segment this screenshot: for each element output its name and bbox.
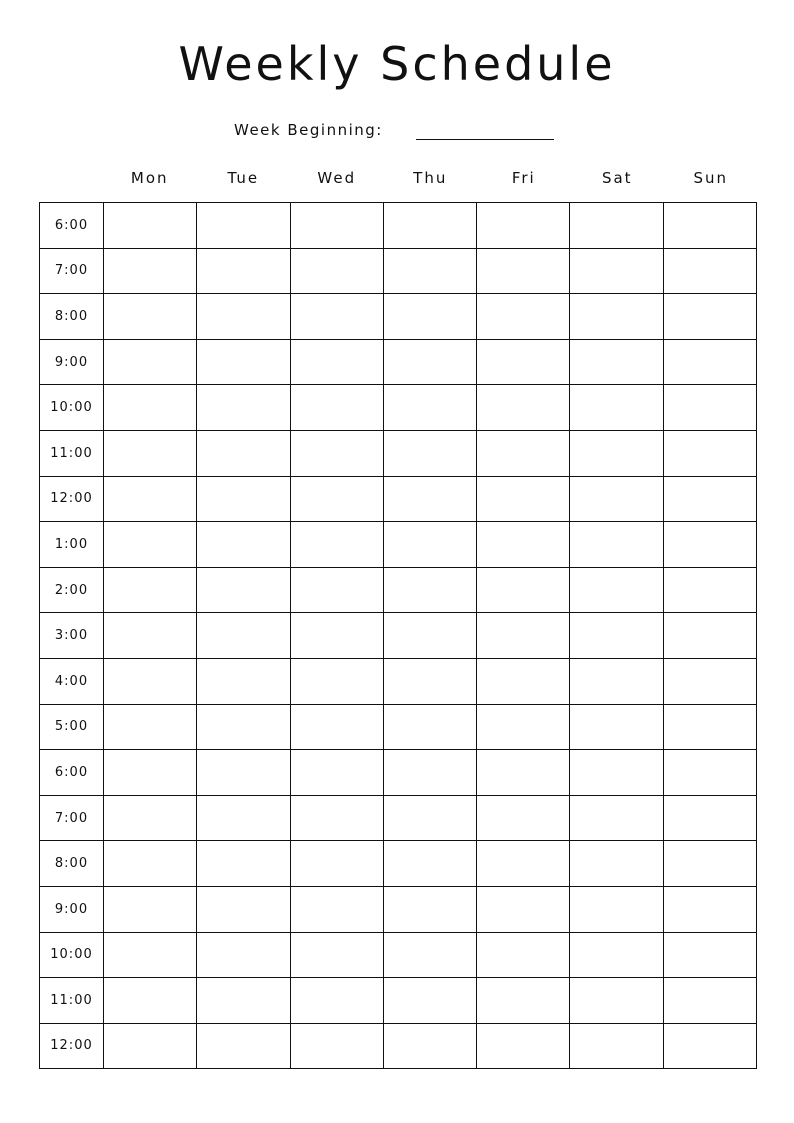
- schedule-cell-mon[interactable]: [104, 704, 197, 750]
- schedule-cell-wed[interactable]: [290, 658, 383, 704]
- schedule-cell-thu[interactable]: [383, 385, 476, 431]
- schedule-cell-sun[interactable]: [663, 795, 756, 841]
- schedule-cell-mon[interactable]: [104, 886, 197, 932]
- schedule-cell-fri[interactable]: [477, 1023, 570, 1069]
- schedule-cell-wed[interactable]: [290, 613, 383, 659]
- schedule-cell-sun[interactable]: [663, 294, 756, 340]
- schedule-row: [40, 886, 757, 932]
- schedule-cell-tue[interactable]: [197, 704, 290, 750]
- schedule-cell-tue[interactable]: [197, 476, 290, 522]
- schedule-cell-fri[interactable]: [477, 476, 570, 522]
- schedule-row: [40, 385, 757, 431]
- time-label: 11:00: [40, 978, 104, 1024]
- schedule-cell-fri[interactable]: [477, 750, 570, 796]
- schedule-cell-sun[interactable]: [663, 1023, 756, 1069]
- schedule-cell-fri[interactable]: [477, 248, 570, 294]
- schedule-cell-wed[interactable]: [290, 294, 383, 340]
- day-header-wed: Wed: [317, 169, 357, 187]
- time-label: 9:00: [40, 339, 104, 385]
- schedule-cell-sat[interactable]: [570, 476, 663, 522]
- week-beginning-label: Week Beginning:: [234, 121, 383, 139]
- schedule-cell-sun[interactable]: [663, 658, 756, 704]
- schedule-cell-wed[interactable]: [290, 795, 383, 841]
- day-header-sun: Sun: [693, 169, 729, 187]
- schedule-row: [40, 978, 757, 1024]
- schedule-cell-thu[interactable]: [383, 1023, 476, 1069]
- schedule-cell-sun[interactable]: [663, 613, 756, 659]
- schedule-row: [40, 613, 757, 659]
- schedule-cell-thu[interactable]: [383, 658, 476, 704]
- schedule-cell-sun[interactable]: [663, 567, 756, 613]
- schedule-cell-mon[interactable]: [104, 476, 197, 522]
- schedule-cell-fri[interactable]: [477, 978, 570, 1024]
- schedule-cell-tue[interactable]: [197, 294, 290, 340]
- schedule-cell-sat[interactable]: [570, 704, 663, 750]
- schedule-cell-wed[interactable]: [290, 203, 383, 249]
- schedule-cell-sat[interactable]: [570, 385, 663, 431]
- day-header-mon: Mon: [130, 169, 169, 187]
- schedule-row: [40, 476, 757, 522]
- day-header-thu: Thu: [413, 169, 448, 187]
- schedule-cell-tue[interactable]: [197, 886, 290, 932]
- schedule-row: [40, 248, 757, 294]
- schedule-cell-wed[interactable]: [290, 841, 383, 887]
- time-label: 9:00: [40, 886, 104, 932]
- schedule-cell-mon[interactable]: [104, 1023, 197, 1069]
- schedule-cell-thu[interactable]: [383, 339, 476, 385]
- schedule-row: [40, 1023, 757, 1069]
- schedule-cell-mon[interactable]: [104, 339, 197, 385]
- schedule-cell-wed[interactable]: [290, 385, 383, 431]
- schedule-row: [40, 750, 757, 796]
- schedule-cell-sat[interactable]: [570, 932, 663, 978]
- schedule-cell-sat[interactable]: [570, 430, 663, 476]
- day-header-sat: Sat: [601, 169, 633, 187]
- schedule-cell-sat[interactable]: [570, 750, 663, 796]
- schedule-cell-sun[interactable]: [663, 978, 756, 1024]
- schedule-cell-tue[interactable]: [197, 795, 290, 841]
- schedule-cell-sat[interactable]: [570, 248, 663, 294]
- schedule-cell-wed[interactable]: [290, 248, 383, 294]
- schedule-cell-thu[interactable]: [383, 522, 476, 568]
- day-header-row: [103, 168, 758, 190]
- time-label: 6:00: [40, 750, 104, 796]
- schedule-row: [40, 932, 757, 978]
- time-label: 4:00: [40, 658, 104, 704]
- schedule-cell-mon[interactable]: [104, 841, 197, 887]
- schedule-cell-fri[interactable]: [477, 932, 570, 978]
- schedule-cell-fri[interactable]: [477, 704, 570, 750]
- schedule-row: [40, 795, 757, 841]
- schedule-cell-fri[interactable]: [477, 522, 570, 568]
- schedule-cell-wed[interactable]: [290, 886, 383, 932]
- schedule-cell-mon[interactable]: [104, 795, 197, 841]
- schedule-cell-wed[interactable]: [290, 1023, 383, 1069]
- schedule-cell-mon[interactable]: [104, 522, 197, 568]
- schedule-cell-thu[interactable]: [383, 750, 476, 796]
- schedule-cell-thu[interactable]: [383, 476, 476, 522]
- schedule-cell-sat[interactable]: [570, 658, 663, 704]
- schedule-cell-thu[interactable]: [383, 613, 476, 659]
- schedule-cell-mon[interactable]: [104, 248, 197, 294]
- schedule-cell-mon[interactable]: [104, 294, 197, 340]
- page-title: Weekly Schedule: [178, 37, 616, 91]
- schedule-cell-mon[interactable]: [104, 430, 197, 476]
- time-label: 8:00: [40, 841, 104, 887]
- schedule-cell-thu[interactable]: [383, 430, 476, 476]
- schedule-cell-sun[interactable]: [663, 704, 756, 750]
- schedule-cell-mon[interactable]: [104, 613, 197, 659]
- schedule-cell-sat[interactable]: [570, 522, 663, 568]
- schedule-cell-fri[interactable]: [477, 430, 570, 476]
- schedule-cell-sun[interactable]: [663, 476, 756, 522]
- schedule-cell-wed[interactable]: [290, 750, 383, 796]
- schedule-cell-sun[interactable]: [663, 522, 756, 568]
- week-beginning-field[interactable]: [416, 139, 554, 140]
- time-label: 1:00: [40, 522, 104, 568]
- schedule-cell-sun[interactable]: [663, 430, 756, 476]
- schedule-cell-thu[interactable]: [383, 886, 476, 932]
- schedule-cell-tue[interactable]: [197, 841, 290, 887]
- schedule-cell-fri[interactable]: [477, 294, 570, 340]
- schedule-cell-thu[interactable]: [383, 841, 476, 887]
- schedule-row: [40, 567, 757, 613]
- time-label: 8:00: [40, 294, 104, 340]
- schedule-row: [40, 841, 757, 887]
- schedule-cell-sun[interactable]: [663, 750, 756, 796]
- schedule-cell-fri[interactable]: [477, 385, 570, 431]
- schedule-cell-sat[interactable]: [570, 841, 663, 887]
- schedule-cell-mon[interactable]: [104, 750, 197, 796]
- schedule-cell-sat[interactable]: [570, 1023, 663, 1069]
- schedule-grid: [39, 202, 757, 1069]
- schedule-cell-tue[interactable]: [197, 613, 290, 659]
- schedule-cell-tue[interactable]: [197, 203, 290, 249]
- schedule-cell-tue[interactable]: [197, 932, 290, 978]
- schedule-row: [40, 339, 757, 385]
- schedule-cell-fri[interactable]: [477, 339, 570, 385]
- schedule-cell-tue[interactable]: [197, 567, 290, 613]
- schedule-cell-thu[interactable]: [383, 978, 476, 1024]
- schedule-cell-mon[interactable]: [104, 978, 197, 1024]
- time-label: 5:00: [40, 704, 104, 750]
- schedule-cell-thu[interactable]: [383, 294, 476, 340]
- schedule-cell-mon[interactable]: [104, 932, 197, 978]
- schedule-cell-fri[interactable]: [477, 613, 570, 659]
- schedule-cell-thu[interactable]: [383, 795, 476, 841]
- schedule-cell-wed[interactable]: [290, 476, 383, 522]
- schedule-cell-sat[interactable]: [570, 613, 663, 659]
- schedule-cell-tue[interactable]: [197, 658, 290, 704]
- schedule-cell-wed[interactable]: [290, 339, 383, 385]
- schedule-cell-tue[interactable]: [197, 430, 290, 476]
- schedule-cell-fri[interactable]: [477, 886, 570, 932]
- week-beginning-row: [0, 120, 794, 144]
- schedule-cell-sat[interactable]: [570, 567, 663, 613]
- schedule-cell-thu[interactable]: [383, 704, 476, 750]
- schedule-cell-fri[interactable]: [477, 795, 570, 841]
- schedule-cell-sun[interactable]: [663, 385, 756, 431]
- schedule-cell-tue[interactable]: [197, 1023, 290, 1069]
- schedule-cell-sun[interactable]: [663, 886, 756, 932]
- schedule-cell-wed[interactable]: [290, 522, 383, 568]
- schedule-cell-tue[interactable]: [197, 385, 290, 431]
- schedule-cell-sat[interactable]: [570, 339, 663, 385]
- schedule-cell-mon[interactable]: [104, 203, 197, 249]
- time-label: 3:00: [40, 613, 104, 659]
- day-header-fri: Fri: [511, 169, 536, 187]
- schedule-cell-sat[interactable]: [570, 886, 663, 932]
- schedule-row: [40, 294, 757, 340]
- schedule-cell-sun[interactable]: [663, 203, 756, 249]
- schedule-cell-fri[interactable]: [477, 203, 570, 249]
- schedule-row: [40, 203, 757, 249]
- schedule-cell-thu[interactable]: [383, 248, 476, 294]
- schedule-cell-sat[interactable]: [570, 203, 663, 249]
- schedule-row: [40, 430, 757, 476]
- schedule-cell-wed[interactable]: [290, 567, 383, 613]
- schedule-cell-wed[interactable]: [290, 704, 383, 750]
- time-label: 12:00: [40, 1023, 104, 1069]
- schedule-cell-tue[interactable]: [197, 978, 290, 1024]
- schedule-cell-thu[interactable]: [383, 203, 476, 249]
- time-label: 10:00: [40, 385, 104, 431]
- time-label: 11:00: [40, 430, 104, 476]
- schedule-cell-sat[interactable]: [570, 795, 663, 841]
- schedule-cell-wed[interactable]: [290, 978, 383, 1024]
- schedule-cell-sun[interactable]: [663, 248, 756, 294]
- time-label: 7:00: [40, 248, 104, 294]
- schedule-cell-wed[interactable]: [290, 430, 383, 476]
- schedule-cell-tue[interactable]: [197, 339, 290, 385]
- schedule-cell-mon[interactable]: [104, 385, 197, 431]
- schedule-row: [40, 658, 757, 704]
- schedule-cell-thu[interactable]: [383, 932, 476, 978]
- schedule-cell-wed[interactable]: [290, 932, 383, 978]
- schedule-cell-sun[interactable]: [663, 339, 756, 385]
- schedule-cell-mon[interactable]: [104, 658, 197, 704]
- schedule-cell-sun[interactable]: [663, 932, 756, 978]
- schedule-cell-thu[interactable]: [383, 567, 476, 613]
- time-label: 10:00: [40, 932, 104, 978]
- schedule-cell-sat[interactable]: [570, 294, 663, 340]
- time-label: 6:00: [40, 203, 104, 249]
- schedule-cell-tue[interactable]: [197, 248, 290, 294]
- schedule-cell-sat[interactable]: [570, 978, 663, 1024]
- time-label: 12:00: [40, 476, 104, 522]
- schedule-cell-tue[interactable]: [197, 750, 290, 796]
- schedule-cell-sun[interactable]: [663, 841, 756, 887]
- time-label: 7:00: [40, 795, 104, 841]
- day-header-tue: Tue: [227, 169, 260, 187]
- schedule-cell-fri[interactable]: [477, 658, 570, 704]
- schedule-row: [40, 522, 757, 568]
- schedule-cell-mon[interactable]: [104, 567, 197, 613]
- schedule-cell-fri[interactable]: [477, 567, 570, 613]
- schedule-cell-tue[interactable]: [197, 522, 290, 568]
- schedule-cell-fri[interactable]: [477, 841, 570, 887]
- time-label: 2:00: [40, 567, 104, 613]
- schedule-row: [40, 704, 757, 750]
